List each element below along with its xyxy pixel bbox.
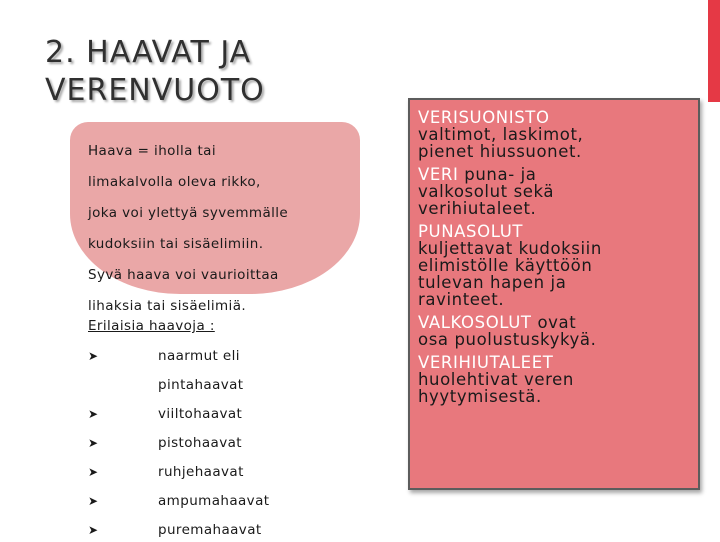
list-item xyxy=(88,431,269,455)
wound-type-list xyxy=(88,344,269,542)
desc-line: kuljettavat kudoksiin xyxy=(418,239,602,258)
definition-line: Haava = iholla tai xyxy=(88,143,217,159)
arrow-bullet-icon: ➤ xyxy=(88,523,99,537)
desc-line: verihiutaleet. xyxy=(418,199,537,218)
list-item-label: ruhjehaavat xyxy=(158,464,244,480)
list-item-label: puremahaavat xyxy=(158,522,262,538)
term-verihiutaleet: VERIHIUTALEET xyxy=(418,353,554,372)
desc-line: elimistölle käyttöön xyxy=(418,256,593,275)
desc-line: osa puolustuskykyä. xyxy=(418,330,597,349)
list-item xyxy=(88,489,269,513)
arrow-bullet-icon: ➤ xyxy=(88,407,99,421)
list-item-label: pistohaavat xyxy=(158,435,242,451)
title-line-2: VERENVUOTO xyxy=(45,73,265,108)
list-item xyxy=(88,518,269,542)
desc-line: valkosolut sekä xyxy=(418,182,555,201)
definition-line: limakalvolla oleva rikko, xyxy=(88,174,261,190)
desc-inline: ovat xyxy=(531,313,577,332)
blood-info-text xyxy=(418,109,698,405)
term-line-valkosolut xyxy=(418,314,698,331)
accent-bar xyxy=(708,0,720,102)
list-item-label: ampumahaavat xyxy=(158,493,270,509)
term-valkosolut: VALKOSOLUT xyxy=(418,313,532,332)
term-punasolut: PUNASOLUT xyxy=(418,222,524,241)
desc-line: valtimot, laskimot, xyxy=(418,125,584,144)
slide-title xyxy=(45,34,345,110)
term-veri: VERI xyxy=(418,165,459,184)
list-item xyxy=(88,402,269,426)
term-line-veri xyxy=(418,166,698,183)
list-item-label-cont: pintahaavat xyxy=(158,377,244,393)
definition-line: joka voi ylettyä syvemmälle xyxy=(88,205,289,221)
desc-line: ravinteet. xyxy=(418,290,505,309)
arrow-bullet-icon: ➤ xyxy=(88,349,99,363)
title-line-1: 2. HAAVAT JA xyxy=(45,35,252,70)
definition-text xyxy=(88,136,358,322)
list-item-label: viiltohaavat xyxy=(158,406,243,422)
arrow-bullet-icon: ➤ xyxy=(88,436,99,450)
arrow-bullet-icon: ➤ xyxy=(88,494,99,508)
list-item-label: naarmut eli xyxy=(158,348,240,364)
list-item xyxy=(88,344,269,397)
term-verisuonisto: VERISUONISTO xyxy=(418,108,550,127)
definition-line: lihaksia tai sisäelimiä. xyxy=(88,298,247,314)
definition-line: kudoksiin tai sisäelimiin. xyxy=(88,236,264,252)
desc-line: huolehtivat veren xyxy=(418,370,574,389)
desc-line: tulevan hapen ja xyxy=(418,273,567,292)
desc-inline: puna- ja xyxy=(458,165,537,184)
definition-line: Syvä haava voi vaurioittaa xyxy=(88,267,279,283)
arrow-bullet-icon: ➤ xyxy=(88,465,99,479)
desc-line: pienet hiussuonet. xyxy=(418,142,582,161)
desc-line: hyytymisestä. xyxy=(418,387,542,406)
list-item xyxy=(88,460,269,484)
wound-list-heading: Erilaisia haavoja : xyxy=(88,318,215,334)
